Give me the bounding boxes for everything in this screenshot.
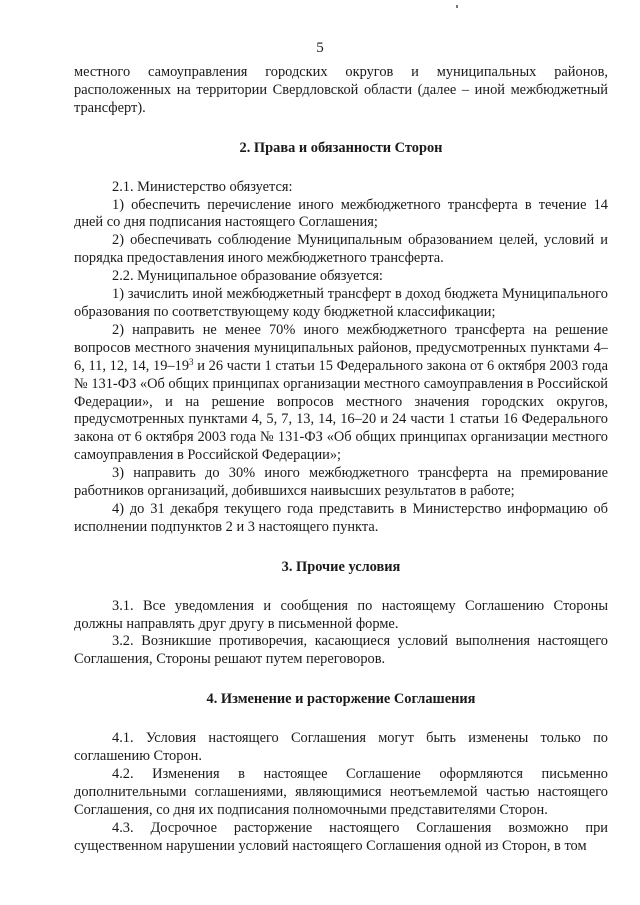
superscript-index: 3 (189, 356, 194, 367)
paragraph-3-2: 3.2. Возникшие противоречия, касающиеся условий выполнения настоящего Соглашения, Стороны решают путем переговоров. (74, 633, 608, 668)
intro-paragraph: местного самоуправления городских округов и муниципальных районов, расположенных на территории Свердловской области (далее – иной межбюджетный трансферт). (74, 64, 608, 116)
paragraph-4-1: 4.1. Условия настоящего Соглашения могут быть изменены только по соглашению Сторон. (74, 730, 608, 765)
paragraph-2-1-2: 2) обеспечивать соблюдение Муниципальным образованием целей, условий и порядка предоставления иного межбюджетного трансферта. (74, 232, 608, 267)
paragraph-2-2-1: 1) зачислить иной межбюджетный трансферт в доход бюджета Муниципального образования по соответствующему коду бюджетной классификации; (74, 286, 608, 320)
paragraph-2-2-4: 4) до 31 декабря текущего года представить в Министерство информацию об исполнении подпунктов 2 и 3 настоящего пункта. (74, 500, 608, 535)
paragraph-4-3: 4.3. Досрочное расторжение настоящего Соглашения возможно при существенном нарушении условий настоящего Соглашения одной из Сторон, в том (74, 819, 608, 854)
paragraph-2-2-3: 3) направить до 30% иного межбюджетного трансферта на премирование работников организаций, добившихся наивысших результатов в работе; (74, 465, 608, 500)
paragraph-2-2-2-part-b: и 26 части 1 статьи 15 Федерального закона от 6 октября 2003 года № 131-ФЗ «Об общих принципах организации местного самоуправления в Российской Федерации», и на решение вопросов местного значения городских округов, предусмотренных пунктами 4, 5, 7, 13, 14, 16–20 и 24 части 1 статьи 16 Федерального закона от 6 октября 2003 года № 131-ФЗ «Об общих принципах организации местного самоуправления в Российской Федерации»; (74, 357, 608, 464)
section-2-title: 2. Права и обязанности Сторон (239, 139, 443, 156)
paragraph-4-2: 4.2. Изменения в настоящее Соглашение оформляются письменно дополнительными соглашениями, являющимися неотъемлемой частью настоящего Соглашения, со дня их подписания полномочными представителями Сторон. (74, 766, 608, 818)
page-number: 5 (316, 40, 324, 56)
section-4-title: 4. Изменение и расторжение Соглашения (206, 691, 476, 708)
paragraph-2-2-2 (74, 322, 608, 465)
paragraph-2-2-2-part-a: 2) направить не менее 70% иного межбюджетного трансферта на решение вопросов местного значения муниципальных районов, предусмотренных пунктами 4–6, 11, 12, 14, 19–19 (74, 321, 608, 374)
section-3-title: 3. Прочие условия (281, 558, 401, 575)
paragraph-2-1: 2.1. Министерство обязуется: (112, 178, 293, 195)
paragraph-2-1-1: 1) обеспечить перечисление иного межбюджетного трансферта в течение 14 дней со дня подписания настоящего Соглашения; (74, 196, 608, 231)
paragraph-3-1: 3.1. Все уведомления и сообщения по настоящему Соглашению Стороны должны направлять друг другу в письменной форме. (74, 597, 608, 632)
scan-artifact-mark (456, 5, 458, 8)
paragraph-2-2: 2.2. Муниципальное образование обязуется: (112, 268, 383, 285)
document-body (74, 64, 608, 856)
